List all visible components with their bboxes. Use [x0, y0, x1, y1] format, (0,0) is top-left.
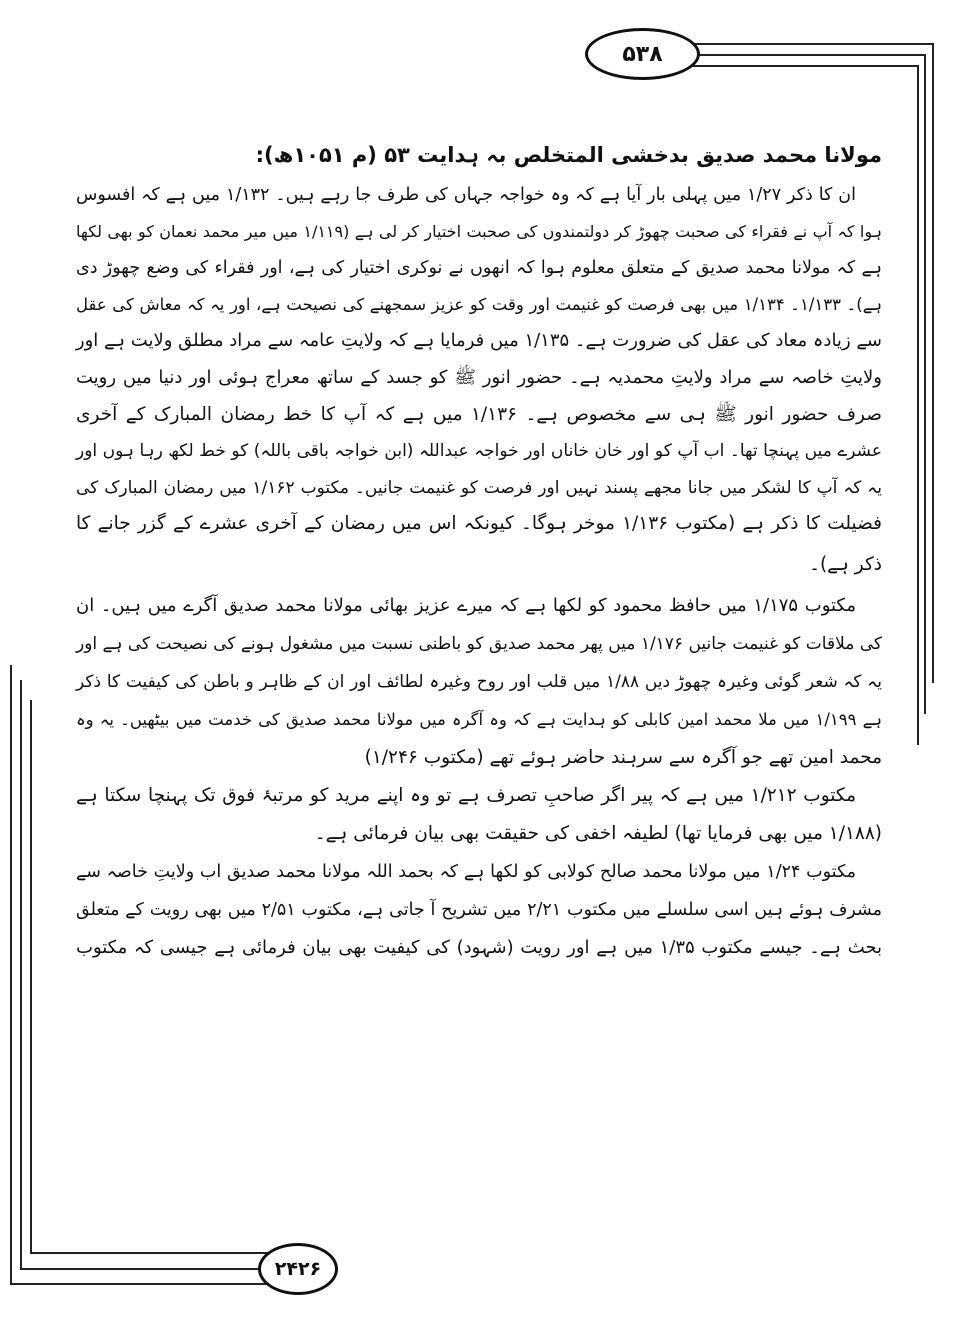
- text-line: یہ کہ آپ کا لشکر میں جانا مجھے پسند نہیں اور فرصت کو غنیمت جانیں۔ مکتوب ۱/۱۶۲ میں رمضان المبارک کی: [76, 477, 882, 498]
- text-line: مکتوب ۱/۱۷۵ میں حافظ محمود کو لکھا ہے کہ میرے عزیز بھائی مولانا محمد صدیق آگرے میں ہیں۔ ان: [76, 594, 857, 616]
- text-line: ان کا ذکر ۱/۲۷ میں پہلی بار آیا ہے کہ وہ خواجہ جہاں کی طرف جا رہے ہیں۔ ۱/۱۳۲ میں ہے کہ افسوس: [76, 185, 856, 205]
- text-line: صرف حضور انور ﷺ ہی سے مخصوص ہے۔ ۱/۱۳۶ میں ہے کہ آپ کا خط رمضان المبارک کے آخری: [76, 403, 882, 425]
- text-line: ولایتِ خاصہ سے مراد ولایتِ محمدیہ ہے۔ حضور انور ﷺ کو جسد کے ساتھ معراج ہوئی اور دنیا میں رویت: [76, 366, 882, 388]
- text-line: محمد امین تھے جو آگرہ سے سرہند حاضر ہوئے تھے (مکتوب ۱/۲۴۶): [364, 746, 882, 768]
- text-line: فضیلت کا ذکر ہے (مکتوب ۱/۱۳۶ موخر ہوگا۔ کیونکہ اس میں رمضان کے آخری عشرے کے گزر جانے کا: [76, 513, 882, 535]
- frame-rule-left-2: [20, 680, 22, 1270]
- body-text: [76, 177, 882, 967]
- text-line: ہوا کہ آپ نے فقراء کی صحبت چھوڑ کر دولتمندوں کی صحبت اختیار کر لی ہے (۱/۱۱۹ میں میر محمد نعمان کو بھی لکھا: [76, 221, 883, 241]
- text-line: یہ کہ شعر گوئی وغیرہ چھوڑ دیں ۱/۸۸ میں قلب اور روح وغیرہ لطائف اور ان کے ظاہر و باطن کی کیفیت کا ذکر: [76, 671, 882, 692]
- frame-rule-bottom-3: [30, 1252, 270, 1254]
- frame-rule-right-1: [932, 43, 934, 683]
- frame-rule-top-1: [690, 43, 934, 45]
- frame-rule-right-3: [917, 65, 919, 745]
- frame-rule-top-3: [690, 65, 919, 67]
- text-line: مشرف ہوئے ہیں اسی سلسلے میں مکتوب ۲/۲۱ میں تشریح آ جاتی ہے، مکتوب ۲/۵۱ میں بھی رویت کے متعلق: [76, 899, 882, 920]
- text-line: بحث ہے۔ جیسے مکتوب ۱/۳۵ میں ہے اور رویت (شہود) کی کیفیت بھی بیان فرمائی ہے جیسی کہ مکتوب: [76, 936, 882, 958]
- text-line: عشرے میں پہنچا تھا۔ اب آپ کو اور خان خاناں اور خواجہ عبداللہ (ابن خواجہ باقی باللہ) کو خط لکھ رہا ہوں اور: [76, 441, 882, 462]
- frame-rule-top-2: [695, 54, 926, 56]
- frame-rule-bottom-2: [20, 1268, 265, 1270]
- text-line: مکتوب ۱/۲۱۲ میں ہے کہ پیر اگر صاحبِ تصرف ہے تو وہ اپنے مرید کو مرتبۂ فوق تک پہنچا سکتا ہے: [76, 784, 856, 806]
- frame-rule-left-1: [10, 665, 12, 1285]
- text-line: ہے ۱/۱۹۹ میں ملا محمد امین کابلی کو ہدایت ہے کہ وہ آگرہ میں مولانا محمد صدیق کی خدمت میں بیٹھیں۔ یہ وہ: [76, 709, 882, 729]
- text-line: مکتوب ۱/۲۴ میں مولانا محمد صالح کولابی کو لکھا ہے کہ بحمد اللہ مولانا محمد صدیق اب ولایتِ خاصہ سے: [76, 861, 856, 882]
- frame-rule-bottom-1: [10, 1283, 270, 1285]
- section-heading: مولانا محمد صدیق بدخشی المتخلص بہ ہدایت ۵۳ (م ۱۰۵۱ھ):: [255, 143, 882, 167]
- top-page-number: ۵۳۸: [585, 28, 700, 80]
- text-line: ہے)۔ ۱/۱۳۳۔ ۱/۱۳۴ میں بھی فرصت کو غنیمت اور وقت کو عزیز سمجھنے کی نصیحت ہے، اور یہ کہ معاش کی عقل: [76, 294, 882, 314]
- text-line: ہے کہ مولانا محمد صدیق کے متعلق معلوم ہوا کہ انھوں نے نوکری اختیار کی ہے، اور فقراء کی وضع چھوڑ دی: [76, 258, 882, 279]
- frame-rule-left-3: [30, 700, 32, 1253]
- text-line: (۱/۱۸۸ میں بھی فرمایا تھا) لطیفہ اخفی کی حقیقت بھی بیان فرمائی ہے۔: [314, 822, 882, 844]
- text-line: سے زیادہ معاد کی عقل کی ضرورت ہے۔ ۱/۱۳۵ میں فرمایا ہے کہ ولایتِ عامہ سے مراد مطلق ولایت ہے اور: [75, 330, 882, 352]
- bottom-page-number: ۲۴۲۶: [258, 1243, 338, 1295]
- text-line: کی ملاقات کو غنیمت جانیں ۱/۱۷۶ میں پھر محمد صدیق کو باطنی نسبت میں مشغول ہونے کی نصیحت کی ہے اور: [76, 633, 882, 654]
- text-line: ذکر ہے)۔: [809, 553, 882, 575]
- frame-rule-right-2: [924, 54, 926, 714]
